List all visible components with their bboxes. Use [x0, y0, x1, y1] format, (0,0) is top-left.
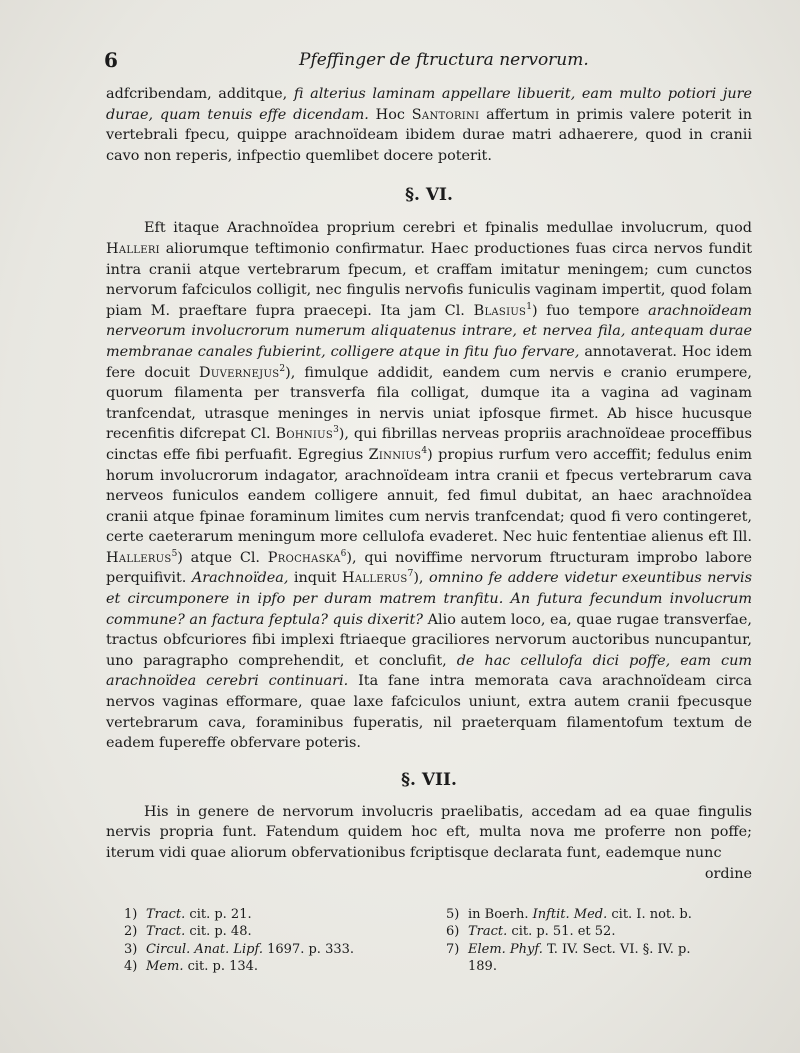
- footnote: 6) Tract. cit. p. 51. et 52.: [446, 924, 616, 940]
- footnote: 5) in Boerh. Inftit. Med. cit. I. not. b.: [446, 907, 692, 922]
- footnote-continuation: 189.: [468, 959, 497, 975]
- footnote-ref: 3: [333, 425, 339, 436]
- footnotes: [124, 906, 764, 976]
- main-text: [106, 84, 752, 884]
- intro-paragraph: adfcribendam, additque, fi alterius laminam appellare libuerit, eam multo potiori jure durae, quam tenuis effe dicendam. Hoc Santorini affertum in primis valere poterit in vertebrali fpecu, quippe arachnoïdeam ibidem durae matri adhaerere, quod in cranii cavo non reperis, infpectio quemlibet docere poterit.: [106, 86, 753, 164]
- footnote: 1) Tract. cit. p. 21.: [124, 907, 252, 922]
- section-6-paragraph: Eft itaque Arachnoïdea proprium cerebri et fpinalis medullae involucrum, quod Halleri aliorumque teftimonio confirmatur. Haec productiones fuas circa nervos fundit intra cranii atque vertebrarum fpecum, et craffam imitatur meningem; cum cunctos nervorum fafciculos colligit, nec fingulis nervofis funiculis vaginam impertit, quod folam piam M. praeftare fupra praecepi. Ita jam Cl. Blasius$^1$) fuo tempore arachnoïdeam nerveorum involucrorum numerum aliquatenus intrare, et nervea fila, antequam durae membranae canales fubierint, colligere atque in fitu fuo fervare, annotaverat. Hoc idem fere docuit Duvernejus$^2$), fimulque addidit, eandem cum nervis e cranio erumpere, quorum filamenta per transverfa fila colligat, dumque ita a vagina ad vaginam tranfcendat, utrasque meninges in nervis uniat ipfosque firmet. Ab hisce hucusque recenfitis difcrepat Cl. Bohnius$^3$), qui fibrillas nerveas propriis arachnoïdeae proceffibus cinctas effe fibi perfuafit. Egregius Zinnius$^4$) propius rurfum vero acceffit; fedulus enim horum involucrorum indagator, arachnoïdeam intra cranii et fpecus vertebrarum cava nerveos funiculos eandem colligere annuit, fed fimul dubitat, an haec arachnoïdea cranii atque fpinae foraminum limites cum nervis tranfcendat; quod fi vero contingeret, certe caeterarum meningum more cellulofa evaderet. Nec huic fententiae alienus eft Ill. Hallerus$^5$) atque Cl. Prochaska$^6$), qui noviffime nervorum ftructuram improbo labore perquifivit. Arachnoïdea, inquit Hallerus$^7$), omnino fe addere videtur exeuntibus nervis et circumponere in ipfo per duram matrem tranfitu. An futura fecundum involucrum commune? an factura feptula? quis dixerit? Alio autem loco, ea, quae rugae transverfae, tractus obfcuriores fibi implexi ftriaeque graciliores nervorum auctoribus nuncupantur, uno paragrapho comprehendit, et conclufit, de hac cellulofa dici poffe, eam cum arachnoïdea cerebri continuari. Ita fane intra memorata cava arachnoïdeam circa nervos vaginas efformare, quae laxe fafciculos uniunt, extra autem cranii fpecusque vertebrarum cava, foraminibus fuperatis, nil praeterquam filamentofum textum de eadem fupereffe obfervare poteris.: [106, 220, 753, 752]
- footnote-ref: 2: [279, 363, 286, 374]
- section-heading-7: §. VII.: [401, 769, 457, 790]
- section-7-paragraph: His in genere de nervorum involucris praelibatis, accedam ad ea quae fingulis nervis propria funt. Fatendum quidem hoc eft, multa nova me proferre non poffe; iterum vidi quae aliorum obfervationibus fcriptisque declarata funt, eademque nunc: [106, 803, 752, 861]
- footnote-ref: 5: [171, 549, 178, 560]
- footnote: 2) Tract. cit. p. 48.: [124, 924, 252, 940]
- section-heading-6: §. VI.: [405, 185, 453, 206]
- footnote-ref: 4: [421, 446, 428, 457]
- running-title: Pfeffinger de ftructura nervorum.: [299, 50, 589, 70]
- footnote: 7) Elem. Phyf. T. IV. Sect. VI. §. IV. p.: [446, 941, 691, 957]
- footnote-ref: 6: [340, 549, 347, 560]
- footnote-ref: 1: [526, 301, 532, 312]
- catchword: ordine: [704, 865, 752, 882]
- footnote: 3) Circul. Anat. Lipf. 1697. p. 333.: [124, 941, 355, 957]
- page-header: [104, 48, 704, 74]
- page-number: 6: [104, 48, 118, 72]
- footnote: 4) Mem. cit. p. 134.: [124, 959, 259, 975]
- footnote-ref: 7: [407, 569, 414, 580]
